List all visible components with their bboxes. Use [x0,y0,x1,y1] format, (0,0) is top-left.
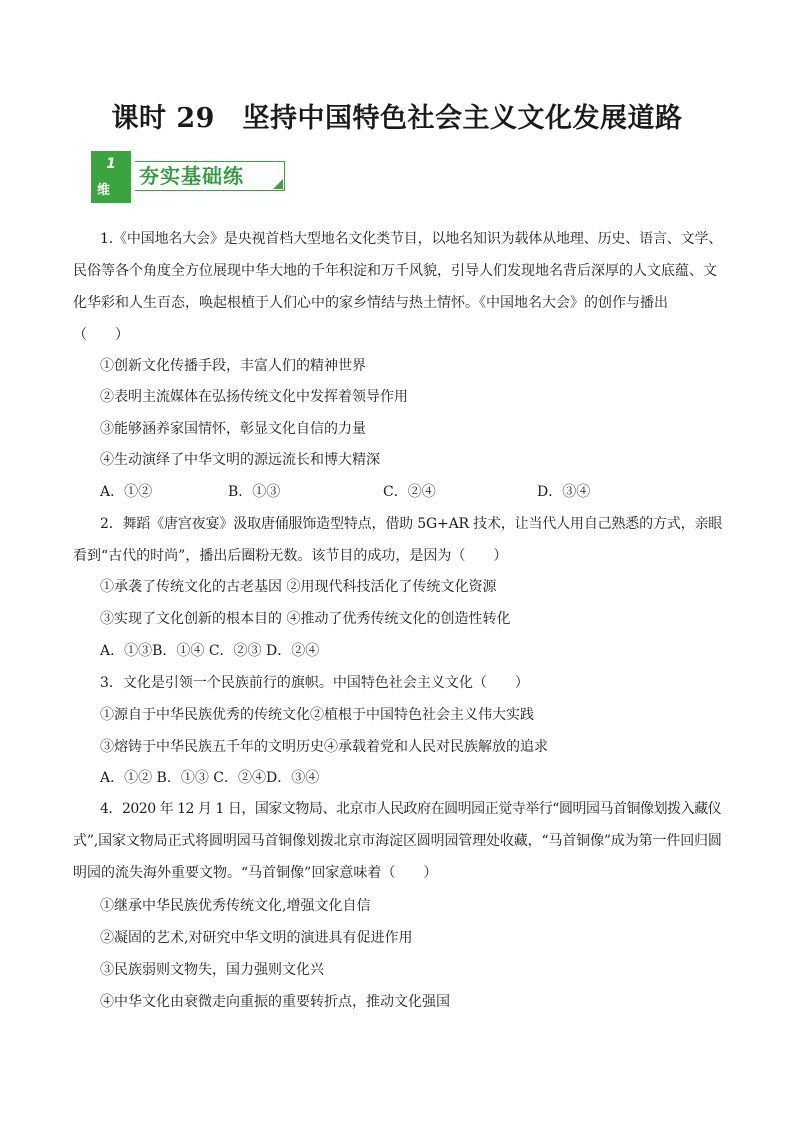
question-1-statement-4: ④生动演绎了中华文明的源远流长和博大精深 [100,452,380,468]
question-4-line-2: 式”,国家文物局正式将圆明园马首铜像划拨北京市海淀区圆明园管理处收藏，“马首铜像”成为第一件回归圆 [73,833,722,849]
question-3-statement-1: ①源自于中华民族优秀的传统文化②植根于中国特色社会主义伟大实践 [100,707,534,723]
badge-char: 维 [97,183,111,198]
badge-number-box [91,151,131,203]
question-1-option-c[interactable]: C．②④ [383,484,436,500]
question-1-statement-1: ①创新文化传播手段，丰富人们的精神世界 [100,358,366,374]
section-badge [91,151,287,203]
question-3-line-1: 3．文化是引领一个民族前行的旗帜。中国特色社会主义文化（ ） [100,675,529,691]
question-2-statement-1: ①承袭了传统文化的古老基因 ②用现代科技活化了传统文化资源 [100,579,497,595]
badge-label-box [135,161,285,191]
question-3-statement-2: ③熔铸于中华民族五千年的文明历史④承载着党和人民对民族解放的追求 [100,739,548,755]
question-4-statement-1: ①继承中华民族优秀传统文化,增强文化自信 [100,898,371,914]
question-1-line-2: 民俗等各个角度全方位展现中华大地的千年积淀和万千风貌，引导人们发现地名背后深厚的人文底蕴、文 [73,263,717,279]
question-2-line-1: 2．舞蹈《唐宫夜宴》汲取唐俑服饰造型特点，借助 5G+AR 技术，让当代人用自己熟悉的方式，亲眼 [100,516,723,532]
question-1-statement-3: ③能够涵养家国情怀，彰显文化自信的力量 [100,421,366,437]
question-4-statement-2: ②凝固的艺术,对研究中华文明的演进具有促进作用 [100,930,413,946]
badge-number: 1 [106,156,116,172]
badge-corner-triangle [273,179,283,189]
question-2-statement-2: ③实现了文化创新的根本目的 ④推动了优秀传统文化的创造性转化 [100,611,511,627]
question-3-options[interactable]: A．①② B．①③ C．②④D．③④ [100,770,320,786]
question-4-statement-3: ③民族弱则文物失，国力强则文化兴 [100,962,324,978]
question-4-line-3: 明园的流失海外重要文物。“马首铜像”回家意味着（ ） [73,865,438,881]
question-1-line-4: （ ） [73,327,129,343]
page-title: 课时 29 坚持中国特色社会主义文化发展道路 [111,103,683,134]
question-1-statement-2: ②表明主流媒体在弘扬传统文化中发挥着领导作用 [100,389,408,405]
question-1-line-1: 1.《中国地名大会》是央视首档大型地名文化类节目，以地名知识为载体从地理、历史、语言、文学、 [100,231,723,247]
badge-label: 夯实基础练 [139,164,244,188]
question-4-statement-4: ④中华文化由衰微走向重振的重要转折点，推动文化强国 [100,994,450,1010]
question-2-line-2: 看到“古代的时尚”，播出后圈粉无数。该节目的成功，是因为（ ） [73,548,508,564]
question-1-option-b[interactable]: B．①③ [228,484,281,500]
question-2-options[interactable]: A．①③B．①④ C．②③ D．②④ [100,643,320,659]
question-1-option-d[interactable]: D．③④ [537,484,591,500]
question-1-line-3: 化华彩和人生百态，唤起根植于人们心中的家乡情结与热土情怀。《中国地名大会》的创作与播出 [73,295,668,311]
question-1-option-a[interactable]: A．①② [100,484,153,500]
question-4-line-1: 4．2020 年 12 月 1 日，国家文物局、北京市人民政府在圆明园正觉寺举行“圆明园马首铜像划拨入藏仪 [100,801,722,817]
